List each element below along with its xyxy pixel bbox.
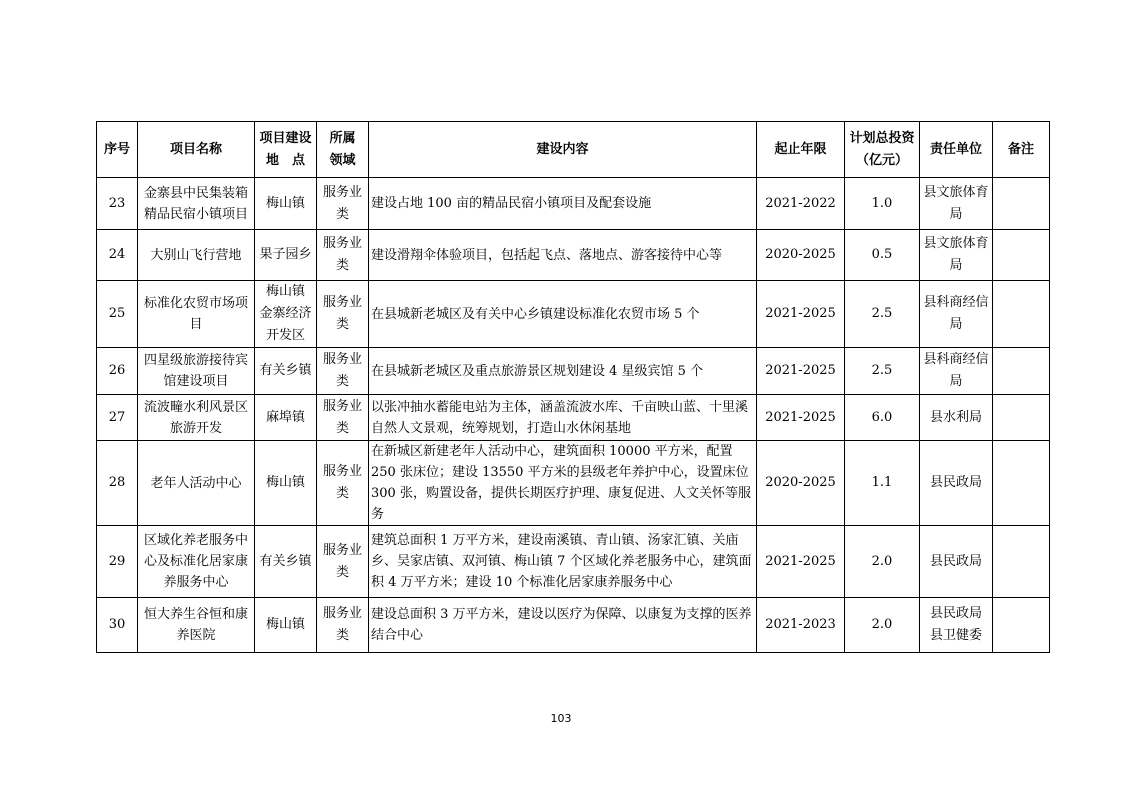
project-period: 2021-2025 — [757, 281, 845, 348]
responsible-unit: 县科商经信局 — [920, 348, 993, 395]
project-location: 梅山镇 — [255, 178, 317, 230]
construction-content: 以张冲抽水蓄能电站为主体，涵盖流波水库、千亩映山蓝、十里溪自然人文景观，统筹规划，打造山水休闲基地 — [369, 395, 757, 441]
planned-investment: 6.0 — [845, 395, 920, 441]
planned-investment: 2.5 — [845, 281, 920, 348]
remarks — [993, 395, 1050, 441]
project-field: 服务业类 — [317, 230, 369, 281]
project-period: 2020-2025 — [757, 441, 845, 526]
construction-content: 在县城新老城区及有关中心乡镇建设标准化农贸市场 5 个 — [369, 281, 757, 348]
project-name: 恒大养生谷恒和康养医院 — [138, 598, 255, 653]
table-row — [97, 281, 1050, 348]
responsible-unit: 县文旅体育局 — [920, 178, 993, 230]
construction-content: 建设占地 100 亩的精品民宿小镇项目及配套设施 — [369, 178, 757, 230]
planned-investment: 2.0 — [845, 526, 920, 598]
project-location: 有关乡镇 — [255, 526, 317, 598]
construction-content: 建设滑翔伞体验项目，包括起飞点、落地点、游客接待中心等 — [369, 230, 757, 281]
planned-investment: 1.0 — [845, 178, 920, 230]
responsible-unit: 县民政局 — [920, 526, 993, 598]
table-row — [97, 178, 1050, 230]
page-number: 103 — [550, 712, 572, 725]
table-row — [97, 526, 1050, 598]
project-location: 梅山镇 — [255, 598, 317, 653]
header-note: 备注 — [993, 122, 1050, 178]
project-field: 服务业类 — [317, 178, 369, 230]
table-row — [97, 230, 1050, 281]
project-field: 服务业类 — [317, 348, 369, 395]
responsible-unit: 县科商经信局 — [920, 281, 993, 348]
planned-investment: 2.5 — [845, 348, 920, 395]
construction-content: 建设总面积 3 万平方米，建设以医疗为保障、以康复为支撑的医养结合中心 — [369, 598, 757, 653]
project-name: 流波疃水利风景区旅游开发 — [138, 395, 255, 441]
project-field: 服务业类 — [317, 281, 369, 348]
row-number: 27 — [97, 395, 138, 441]
remarks — [993, 281, 1050, 348]
project-name: 四星级旅游接待宾馆建设项目 — [138, 348, 255, 395]
header-unit: 责任单位 — [920, 122, 993, 178]
project-field: 服务业类 — [317, 395, 369, 441]
planned-investment: 2.0 — [845, 598, 920, 653]
responsible-unit: 县民政局 县卫健委 — [920, 598, 993, 653]
row-number: 23 — [97, 178, 138, 230]
table-row — [97, 348, 1050, 395]
row-number: 26 — [97, 348, 138, 395]
remarks — [993, 441, 1050, 526]
project-location: 果子园乡 — [255, 230, 317, 281]
project-table — [96, 121, 1050, 653]
responsible-unit: 县水利局 — [920, 395, 993, 441]
project-name: 标准化农贸市场项目 — [138, 281, 255, 348]
remarks — [993, 178, 1050, 230]
row-number: 30 — [97, 598, 138, 653]
planned-investment: 0.5 — [845, 230, 920, 281]
project-period: 2020-2025 — [757, 230, 845, 281]
header-investment: 计划总投资 （亿元） — [845, 122, 920, 178]
header-no: 序号 — [97, 122, 138, 178]
project-name: 区域化养老服务中心及标准化居家康养服务中心 — [138, 526, 255, 598]
project-name: 老年人活动中心 — [138, 441, 255, 526]
row-number: 29 — [97, 526, 138, 598]
project-field: 服务业类 — [317, 598, 369, 653]
table-row — [97, 395, 1050, 441]
remarks — [993, 598, 1050, 653]
row-number: 28 — [97, 441, 138, 526]
project-period: 2021-2025 — [757, 526, 845, 598]
header-field: 所属 领域 — [317, 122, 369, 178]
construction-content: 建筑总面积 1 万平方米，建设南溪镇、青山镇、汤家汇镇、关庙乡、吴家店镇、双河镇、梅山镇 7 个区域化养老服务中心，建筑面积 4 万平方米；建设 10 个标准化居家康养服务中心 — [369, 526, 757, 598]
row-number: 24 — [97, 230, 138, 281]
project-field: 服务业类 — [317, 441, 369, 526]
row-number: 25 — [97, 281, 138, 348]
project-period: 2021-2022 — [757, 178, 845, 230]
remarks — [993, 526, 1050, 598]
project-field: 服务业类 — [317, 526, 369, 598]
header-content: 建设内容 — [369, 122, 757, 178]
responsible-unit: 县文旅体育局 — [920, 230, 993, 281]
responsible-unit: 县民政局 — [920, 441, 993, 526]
project-location: 有关乡镇 — [255, 348, 317, 395]
project-period: 2021-2025 — [757, 348, 845, 395]
remarks — [993, 348, 1050, 395]
construction-content: 在县城新老城区及重点旅游景区规划建设 4 星级宾馆 5 个 — [369, 348, 757, 395]
project-location: 梅山镇 金寨经济 开发区 — [255, 281, 317, 348]
planned-investment: 1.1 — [845, 441, 920, 526]
header-row — [97, 122, 1050, 178]
table-row — [97, 441, 1050, 526]
project-name: 金寨县中民集装箱精品民宿小镇项目 — [138, 178, 255, 230]
header-name: 项目名称 — [138, 122, 255, 178]
header-period: 起止年限 — [757, 122, 845, 178]
project-location: 麻埠镇 — [255, 395, 317, 441]
remarks — [993, 230, 1050, 281]
project-period: 2021-2025 — [757, 395, 845, 441]
project-name: 大别山飞行营地 — [138, 230, 255, 281]
header-location: 项目建设 地 点 — [255, 122, 317, 178]
project-period: 2021-2023 — [757, 598, 845, 653]
project-location: 梅山镇 — [255, 441, 317, 526]
table-row — [97, 598, 1050, 653]
construction-content: 在新城区新建老年人活动中心，建筑面积 10000 平方米，配置 250 张床位；建设 13550 平方米的县级老年养护中心，设置床位 300 张，购置设备，提供长期医疗护理、康复促进、人文关怀等服务 — [369, 441, 757, 526]
